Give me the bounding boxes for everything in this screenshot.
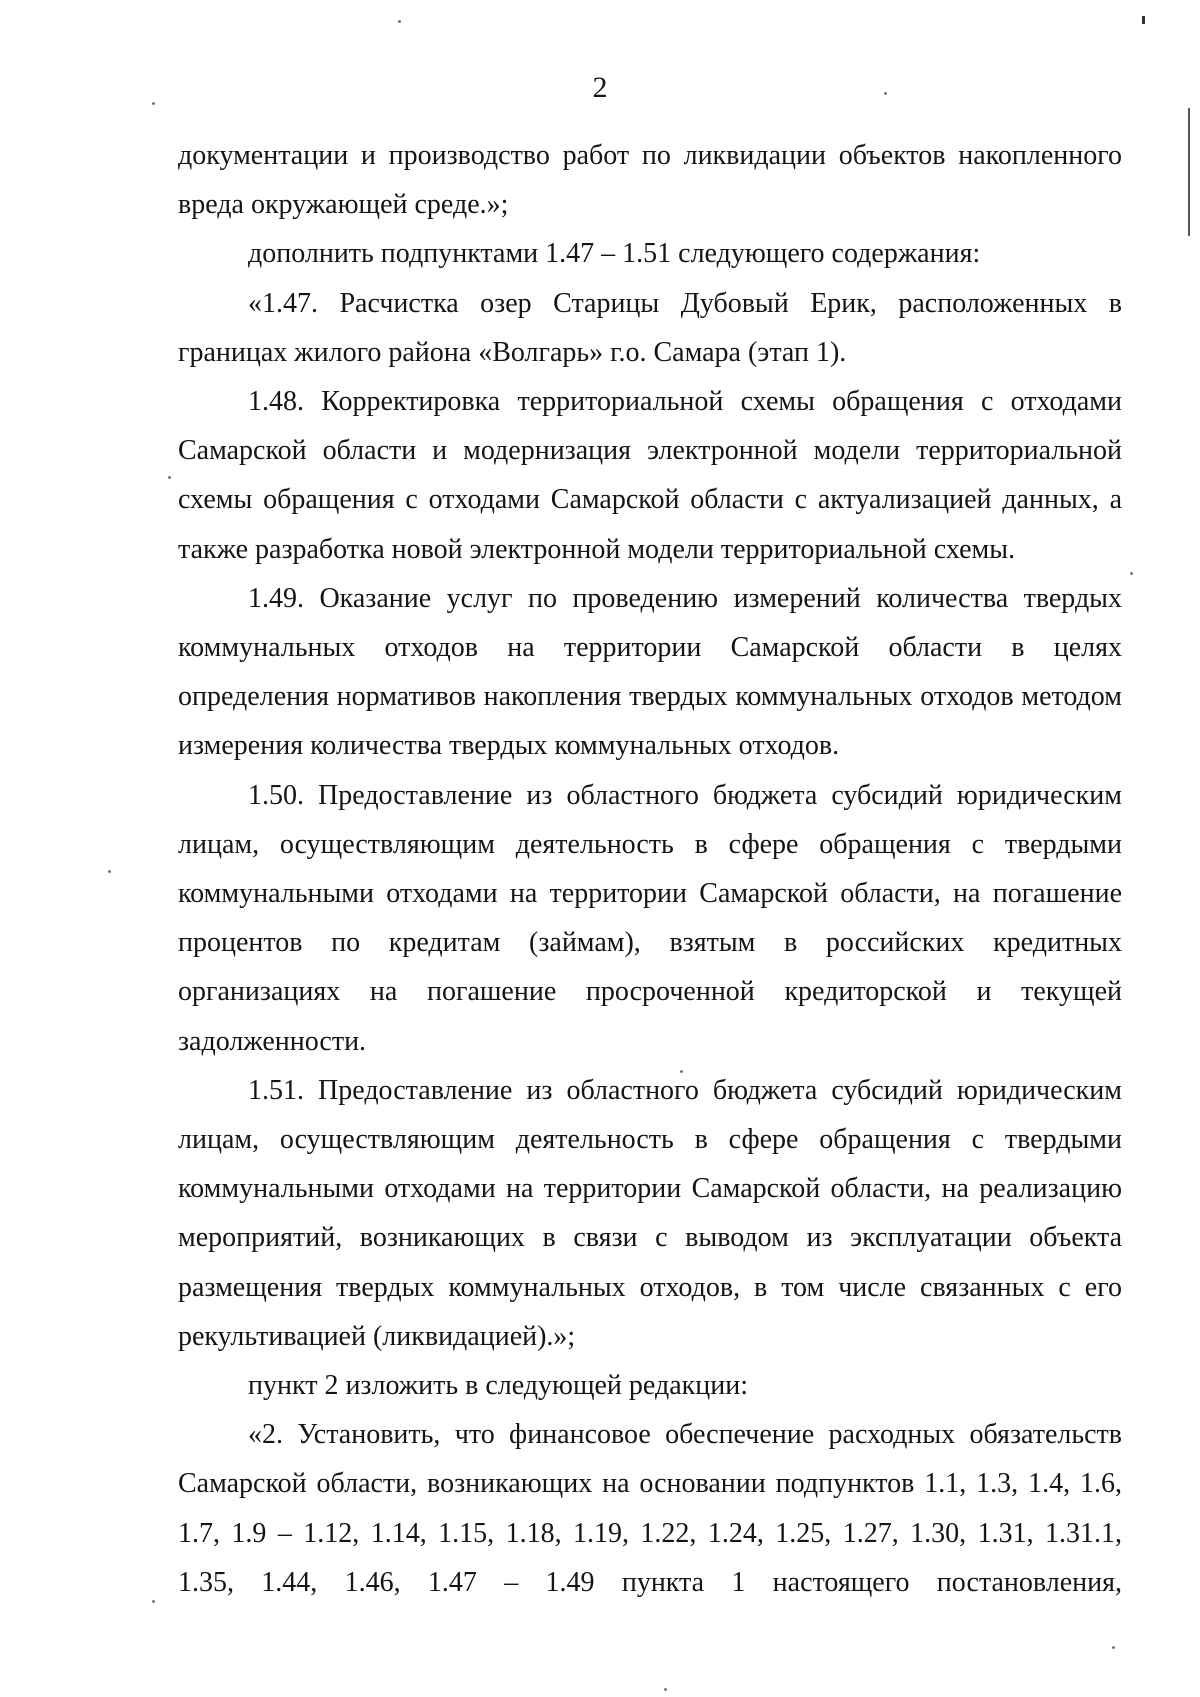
paragraph-add-subitems: дополнить подпунктами 1.47 – 1.51 следующего содержания: [248,238,981,270]
paragraph-item-2-intro: пункт 2 изложить в следующей редакции: [248,1370,748,1402]
scan-speck [664,1688,667,1691]
document-body [178,131,1122,1607]
paragraph-1-51: 1.51. Предоставление из областного бюджета субсидий юридическим лицам, осуществляющим деятельность в сфере обращения с твердыми коммунальными отходами на территории Самарской области, на реализацию мероприятий, возникающих в связи с выводом из эксплуатации объекта размещения твердых коммунальных отходов, в том числе связанных с его рекультивацией (ликвидацией).»; [178,1074,1122,1352]
scan-speck [152,102,155,105]
scan-speck [884,92,887,95]
paragraph-1-47: «1.47. Расчистка озер Старицы Дубовый Ерик, расположенных в границах жилого района «Волгарь» г.о. Самара (этап 1). [178,287,1122,368]
scan-speck [1112,1646,1115,1649]
paragraph-item-2: «2. Установить, что финансовое обеспечение расходных обязательств Самарской области, возникающих на основании подпунктов 1.1, 1.3, 1.4, 1.6, 1.7, 1.9 – 1.12, 1.14, 1.15, 1.18, 1.19, 1.22, 1.24, 1.25, 1.27, 1.30, 1.31, 1.31.1, 1.35, 1.44, 1.46, 1.47 – 1.49 пункта 1 настоящего постановления, [178,1419,1122,1598]
scan-speck [168,476,171,479]
scan-speck [152,1600,155,1603]
paragraph-1-50: 1.50. Предоставление из областного бюджета субсидий юридическим лицам, осуществляющим деятельность в сфере обращения с твердыми коммунальными отходами на территории Самарской области, на погашение процентов по кредитам (займам), взятым в российских кредитных организациях на погашение просроченной кредиторской и текущей задолженности. [178,779,1122,1057]
scan-speck [1130,572,1133,575]
scan-speck [108,870,111,873]
paragraph-continuation: документации и производство работ по ликвидации объектов накопленного вреда окружающей среде.»; [178,140,1122,221]
scan-artifact-mark [1142,16,1145,24]
scan-speck [398,20,401,23]
paragraph-1-48: 1.48. Корректировка территориальной схемы обращения с отходами Самарской области и модернизация электронной модели территориальной схемы обращения с отходами Самарской области с актуализацией данных, а также разработка новой электронной модели территориальной схемы. [178,386,1122,565]
page-number: 2 [592,71,608,104]
paragraph-1-49: 1.49. Оказание услуг по проведению измерений количества твердых коммунальных отходов на территории Самарской области в целях определения нормативов накопления твердых коммунальных отходов методом измерения количества твердых коммунальных отходов. [178,582,1122,762]
scan-margin-line [1188,108,1190,236]
